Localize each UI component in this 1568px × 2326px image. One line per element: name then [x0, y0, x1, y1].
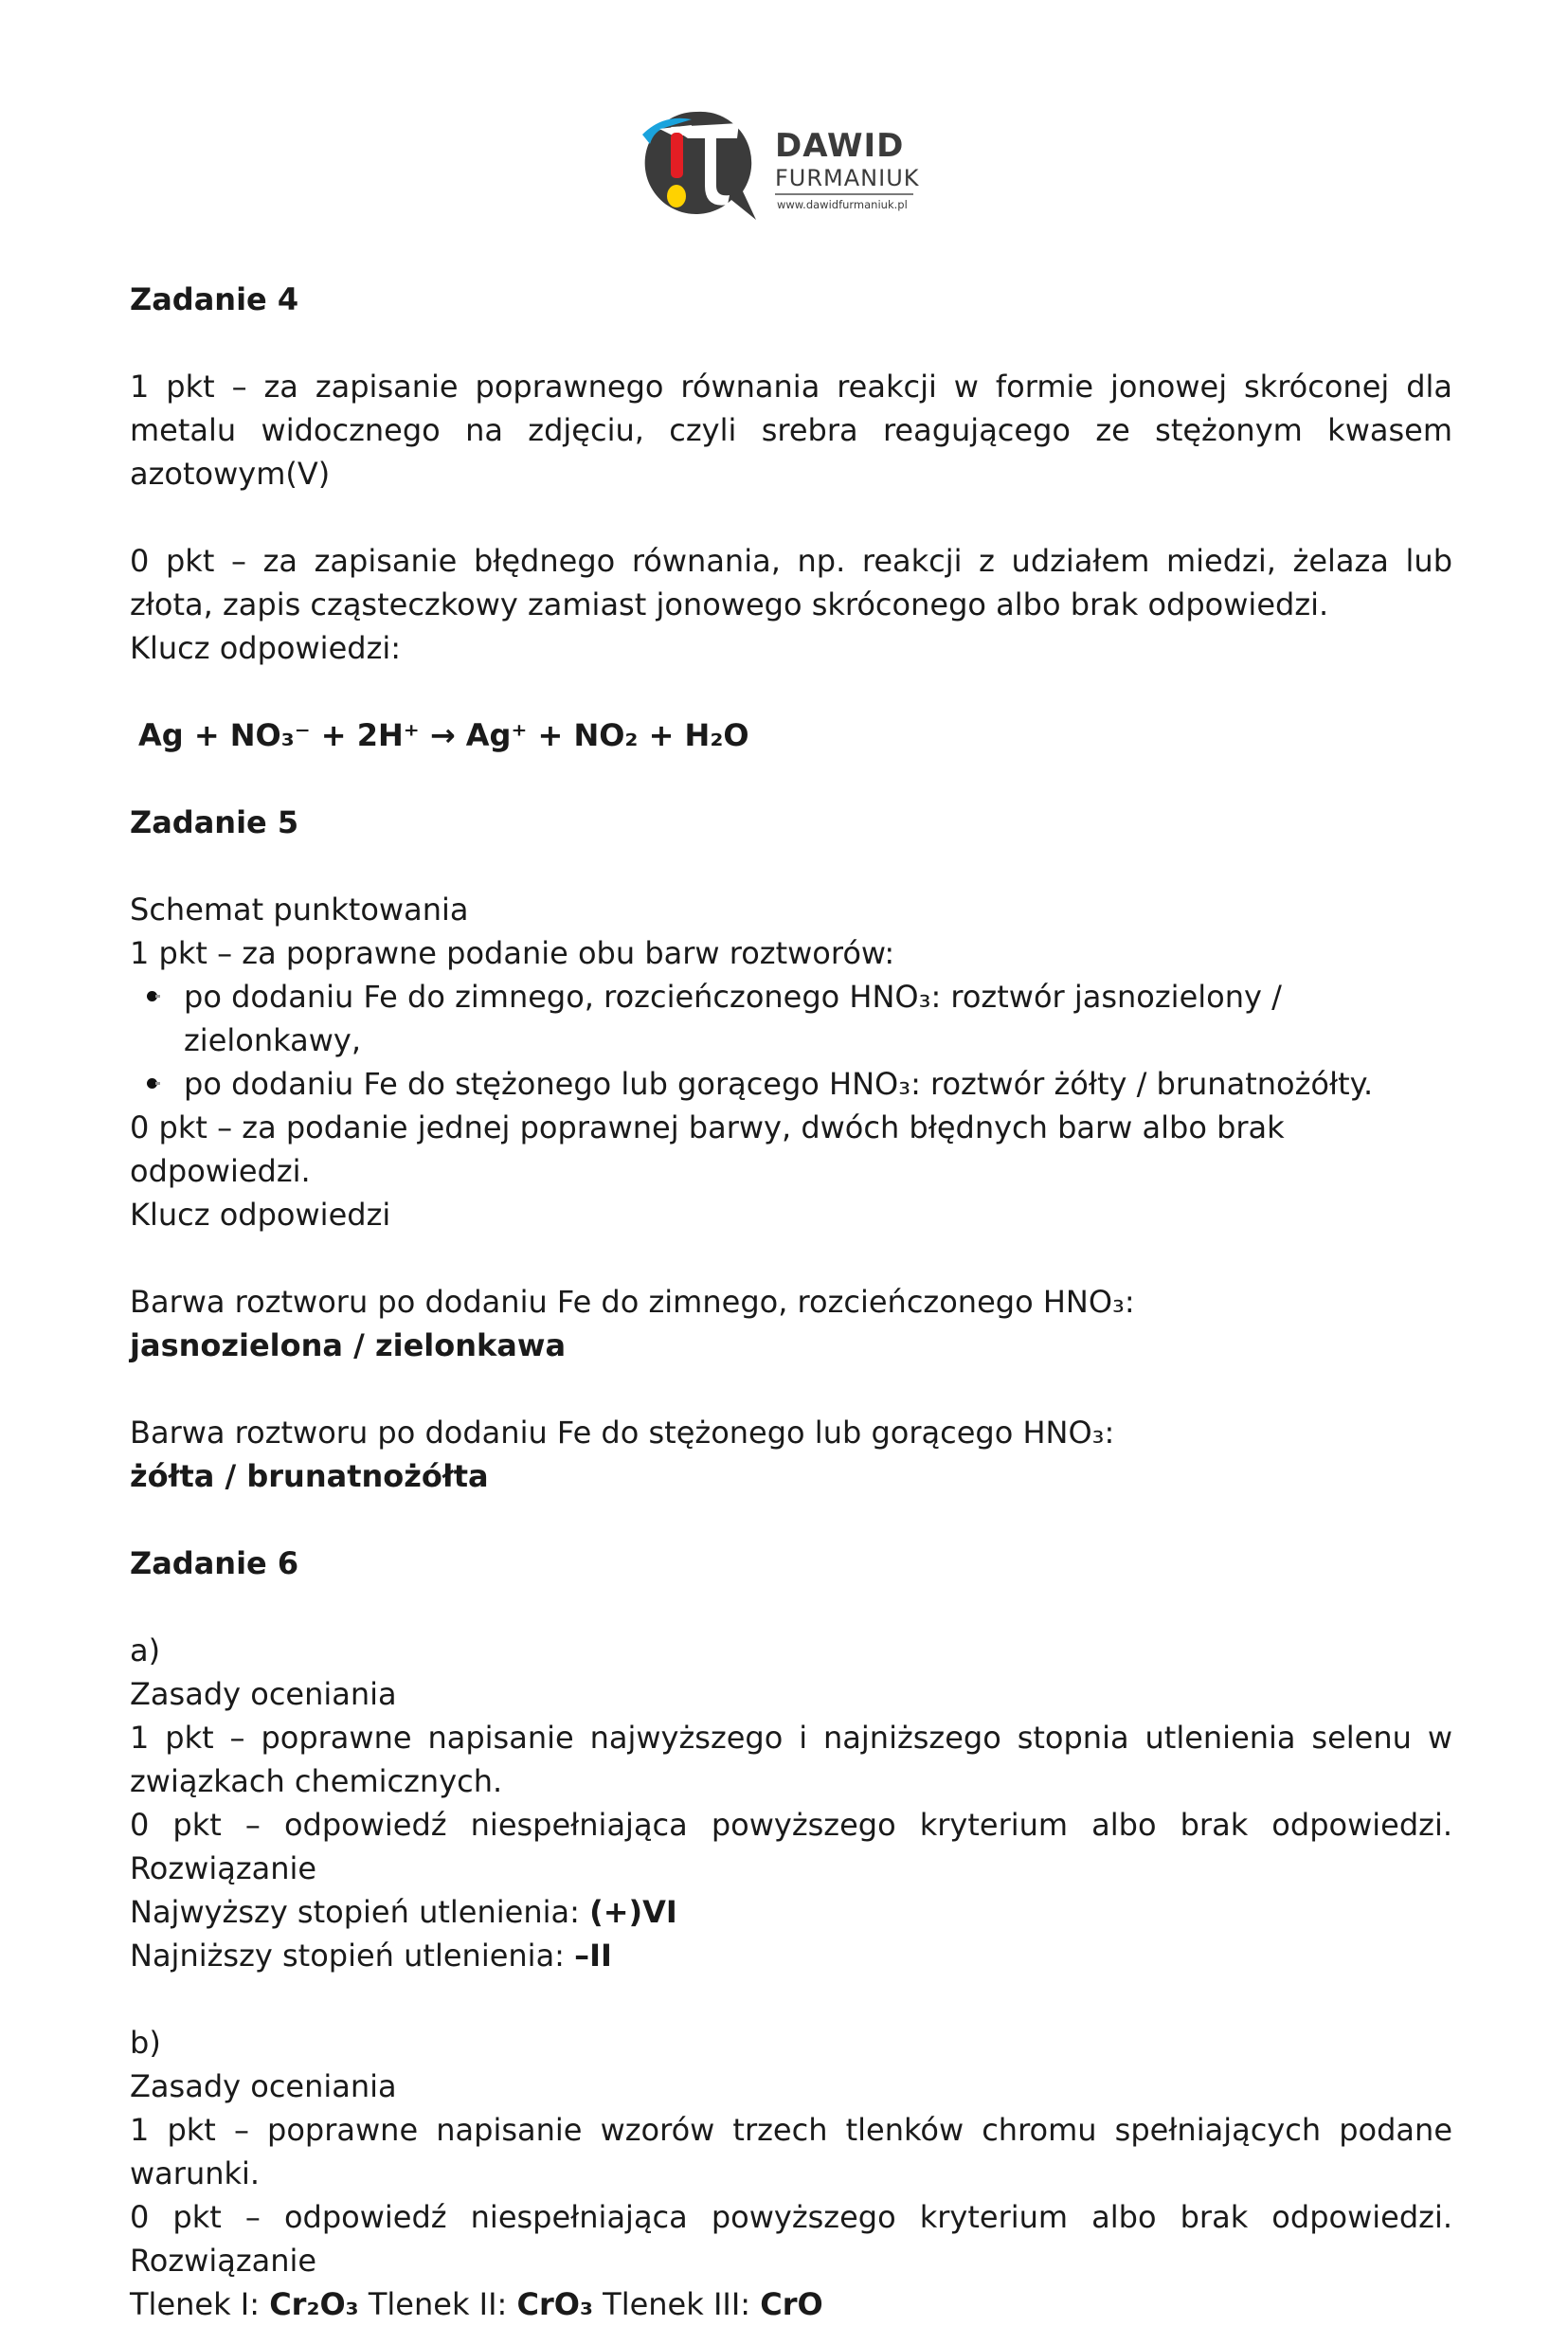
z6b-oxide-2-value: CrO₃	[516, 2286, 593, 2322]
z6b-oxide-1-label: Tlenek I:	[130, 2286, 270, 2322]
z6a-criterion-0pkt: 0 pkt – odpowiedź niespełniająca powyższego kryterium albo brak odpowiedzi. Rozwiązanie	[130, 1807, 1452, 1886]
z6b-rules-label: Zasady oceniania	[130, 2068, 397, 2104]
z6b-oxides	[130, 2282, 1452, 2326]
z4-answer-key-label: Klucz odpowiedzi:	[130, 630, 402, 666]
z4-criterion-0pkt: 0 pkt – za zapisanie błędnego równania, np. reakcji z udziałem miedzi, żelaza lub złota, zapis cząsteczkowy zamiast jonowego skróconego albo brak odpowiedzi.	[130, 543, 1452, 622]
z6a-highest-value: (+)VI	[589, 1894, 677, 1930]
z6a-lowest-ox	[130, 1934, 1452, 1977]
z6b-criterion-1pkt: 1 pkt – poprawne napisanie wzorów trzech tlenków chromu spełniających podane warunki.	[130, 2112, 1452, 2191]
z4-equation: Ag + NO₃⁻ + 2H⁺ → Ag⁺ + NO₂ + H₂O	[138, 717, 749, 753]
list-item	[130, 975, 1452, 1062]
z5-scoring-label: Schemat punktowania	[130, 892, 469, 928]
brand-surname: FURMANIUK	[775, 165, 920, 191]
z6b-label: b)	[130, 2025, 161, 2061]
heading-zadanie-5: Zadanie 5	[130, 804, 299, 840]
z5-criterion-0pkt: 0 pkt – za podanie jednej poprawnej barwy, dwóch błędnych barw albo brak odpowiedzi.	[130, 1109, 1285, 1189]
bullet-icon	[147, 1078, 157, 1089]
z6b-oxide-2-label: Tlenek II:	[358, 2286, 517, 2322]
z6b-criterion-0pkt: 0 pkt – odpowiedź niespełniająca powyższego kryterium albo brak odpowiedzi. Rozwiązanie	[130, 2199, 1452, 2279]
z5-question-1: Barwa roztworu po dodaniu Fe do zimnego, rozcieńczonego HNO₃:	[130, 1284, 1135, 1320]
z6a-highest-label: Najwyższy stopień utlenienia:	[130, 1894, 590, 1930]
brand-name: DAWID	[775, 127, 905, 165]
document-body	[130, 278, 1452, 2326]
bullet-text: po dodaniu Fe do stężonego lub gorącego HNO₃: roztwór żółty / brunatnożółty.	[184, 1066, 1374, 1102]
bullet-text: po dodaniu Fe do zimnego, rozcieńczonego HNO₃: roztwór jasnozielony / zielonkawy,	[184, 979, 1282, 1058]
pi-logo-icon	[625, 106, 767, 225]
z6b-oxide-1-value: Cr₂O₃	[269, 2286, 359, 2322]
z5-question-2: Barwa roztworu po dodaniu Fe do stężonego lub gorącego HNO₃:	[130, 1415, 1115, 1451]
z5-answer-1: jasnozielona / zielonkawa	[130, 1327, 567, 1363]
heading-zadanie-6: Zadanie 6	[130, 1545, 299, 1581]
z6a-lowest-label: Najniższy stopień utlenienia:	[130, 1938, 575, 1974]
z4-criterion-1pkt: 1 pkt – za zapisanie poprawnego równania reakcji w formie jonowej skróconej dla metalu widocznego na zdjęciu, czyli srebra reagującego ze stężonym kwasem azotowym(V)	[130, 369, 1452, 492]
z6a-lowest-value: –II	[574, 1938, 612, 1974]
z6b-oxide-3-label: Tlenek III:	[592, 2286, 761, 2322]
list-item	[130, 1062, 1452, 1106]
z5-answer-2: żółta / brunatnożółta	[130, 1458, 489, 1494]
z6a-rules-label: Zasady oceniania	[130, 1676, 397, 1712]
z6a-highest-ox	[130, 1890, 1452, 1934]
brand-divider	[775, 193, 913, 195]
bullet-icon	[147, 991, 157, 1001]
z6a-label: a)	[130, 1632, 161, 1668]
heading-zadanie-4: Zadanie 4	[130, 281, 299, 317]
z6b-oxide-3-value: CrO	[760, 2286, 823, 2322]
z6a-criterion-1pkt: 1 pkt – poprawne napisanie najwyższego i najniższego stopnia utlenienia selenu w związkach chemicznych.	[130, 1720, 1452, 1799]
z5-criterion-1pkt: 1 pkt – za poprawne podanie obu barw roztworów:	[130, 935, 895, 971]
brand-url: www.dawidfurmaniuk.pl	[777, 198, 908, 211]
logo	[625, 106, 947, 225]
z5-answer-key-label: Klucz odpowiedzi	[130, 1197, 391, 1233]
